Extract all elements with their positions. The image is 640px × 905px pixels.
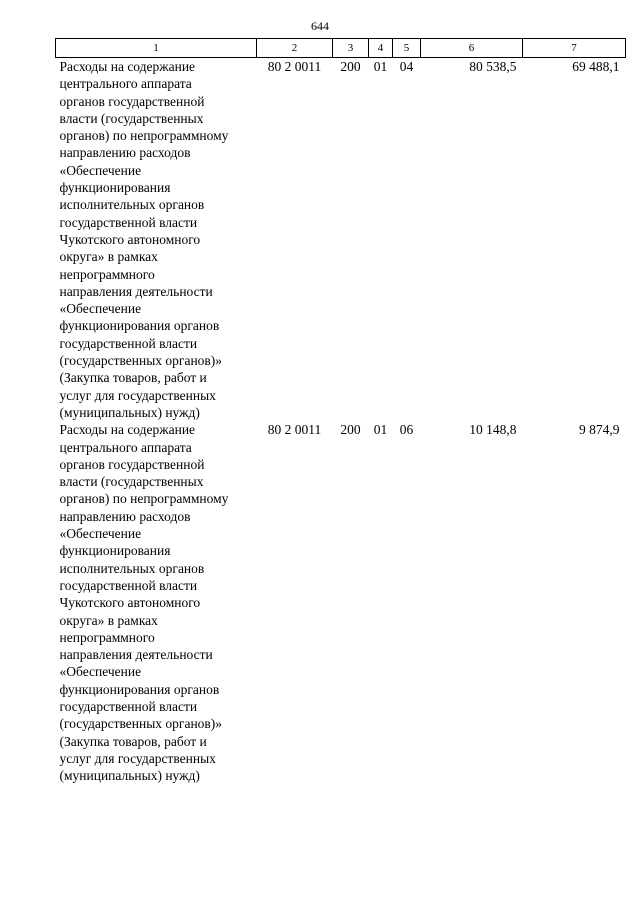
- description-line: функционирования: [59, 180, 171, 196]
- expense-type-code: 200: [340, 59, 361, 74]
- subsection-code: 06: [399, 422, 414, 438]
- description-line: государственной власти: [59, 335, 198, 351]
- description-line: непрограммного: [59, 629, 155, 645]
- description-line: «Обеспечение: [59, 526, 142, 542]
- table-header-row: [56, 39, 626, 58]
- description-line: направлению расходов: [59, 508, 191, 524]
- description-line: (муниципальных) нужд): [59, 404, 200, 420]
- description-line: исполнительных органов: [59, 197, 205, 213]
- page-number: 644: [311, 19, 329, 33]
- description-line: (муниципальных) нужд): [59, 768, 200, 784]
- column-header-2: 2: [257, 39, 333, 58]
- description-line: (государственных органов)»: [59, 716, 223, 732]
- description-line: государственной власти: [59, 214, 198, 230]
- description-line: направлению расходов: [59, 145, 191, 161]
- column-header-4: 4: [369, 39, 393, 58]
- description-line: непрограммного: [59, 266, 155, 282]
- description-line: (Закупка товаров, работ и: [59, 370, 207, 386]
- expense-description: [56, 421, 257, 784]
- description-line: услуг для государственных: [59, 387, 216, 403]
- description-line: органов) по непрограммному: [59, 128, 229, 144]
- amount-2: 9 874,9: [579, 422, 620, 438]
- table-row: [56, 58, 626, 422]
- description-line: округа» в рамках: [59, 612, 158, 628]
- column-header-7: 7: [523, 39, 626, 58]
- subsection-code: 04: [399, 59, 414, 74]
- amount-2: 69 488,1: [572, 59, 620, 74]
- column-header-1: 1: [56, 39, 257, 58]
- amount-1: 80 538,5: [469, 59, 517, 74]
- description-line: Чукотского автономного: [59, 595, 201, 611]
- description-line: «Обеспечение: [59, 162, 142, 178]
- column-header-3: 3: [333, 39, 369, 58]
- target-code: 80 2 0011: [267, 422, 322, 438]
- description-line: центрального аппарата: [59, 76, 192, 92]
- description-line: направления деятельности: [59, 283, 213, 299]
- description-line: «Обеспечение: [59, 664, 142, 680]
- description-line: функционирования: [59, 543, 171, 559]
- table-body: [56, 58, 626, 785]
- amount-1: 10 148,8: [469, 422, 517, 438]
- description-line: функционирования органов: [59, 681, 220, 697]
- description-line: государственной власти: [59, 577, 198, 593]
- description-line: (государственных органов)»: [59, 353, 223, 369]
- description-line: центрального аппарата: [59, 439, 192, 455]
- description-line: (Закупка товаров, работ и: [59, 733, 207, 749]
- description-line: органов государственной: [59, 456, 205, 472]
- description-line: округа» в рамках: [59, 249, 158, 265]
- description-line: Расходы на содержание: [59, 422, 196, 438]
- expense-description: [56, 58, 257, 422]
- description-line: «Обеспечение: [59, 301, 142, 317]
- description-line: исполнительных органов: [59, 560, 205, 576]
- description-line: направления деятельности: [59, 647, 213, 663]
- expense-type-code: 200: [340, 422, 361, 438]
- description-line: власти (государственных: [59, 474, 204, 490]
- budget-table: [55, 38, 626, 784]
- section-code: 01: [373, 422, 388, 438]
- column-header-5: 5: [393, 39, 421, 58]
- section-code: 01: [373, 59, 388, 74]
- description-line: органов государственной: [59, 93, 205, 109]
- column-header-6: 6: [421, 39, 523, 58]
- description-line: государственной власти: [59, 698, 198, 714]
- description-line: Чукотского автономного: [59, 231, 201, 247]
- description-line: Расходы на содержание: [59, 59, 196, 74]
- target-code: 80 2 0011: [267, 59, 322, 74]
- description-line: услуг для государственных: [59, 750, 216, 766]
- table-row: [56, 421, 626, 784]
- description-line: функционирования органов: [59, 318, 220, 334]
- description-line: власти (государственных: [59, 110, 204, 126]
- description-line: органов) по непрограммному: [59, 491, 229, 507]
